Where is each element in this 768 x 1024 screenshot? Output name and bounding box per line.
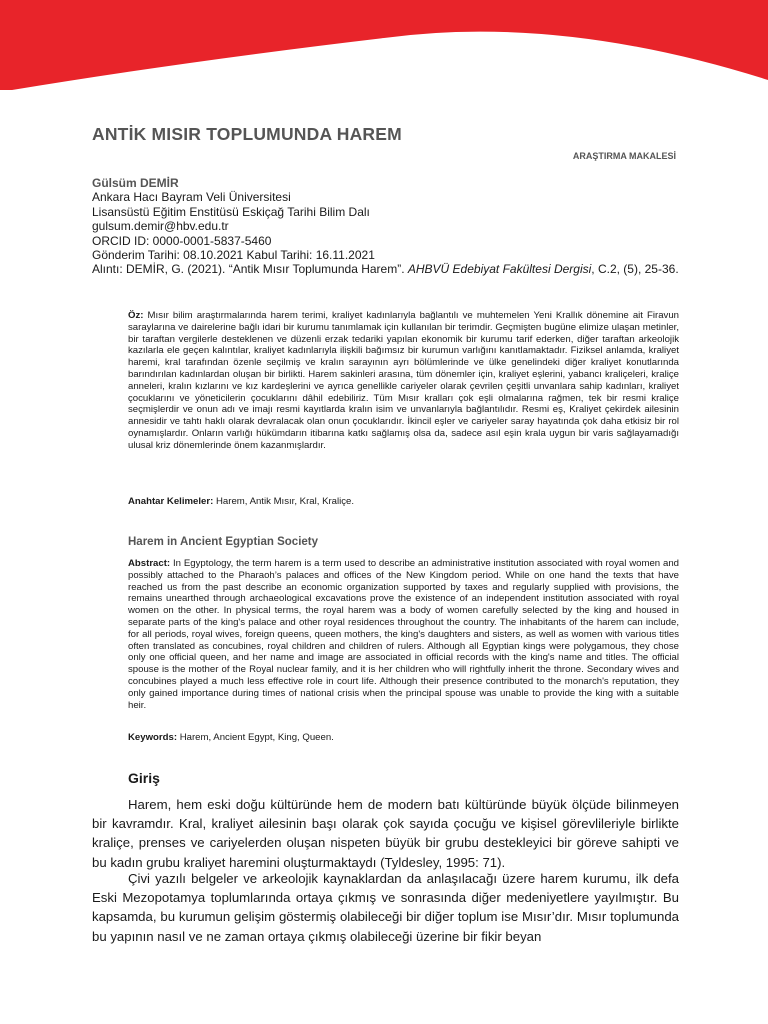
section-heading-intro: Giriş <box>128 770 160 786</box>
turkish-abstract-text: Mısır bilim araştırmalarında harem terimi, kraliyet kadınlarıyla bağlantılı ve muhtemelen Yeni Krallık dönemine ait Firavun saraylarına ve dairelerine bağlı idari bir kurumu tanımlamak için kullanılan bir terimdir. Geçmişten bugüne elimize ulaşan metinler, bir taraftan vergilerle desteklenen ve düzenli erzak tedariki yapılan ekonomik bir kurumu tarif ederken, diğer taraftan arkeolojik kazılarla ele geçen kalıntılar, kraliyet kadınlarıyla ilişkili bağımsız bir kurumun varlığını kanıtlamaktadır. Fiziksel anlamda, kraliyet haremi, kral tarafından özenle seçilmiş ve kralın sarayının ayrı bölümlerinde ve ülke genelindeki diğer kraliyet konutlarında barındırılan kadınlardan oluşan bir birlikti. Harem sakinleri arasına, tüm dönemler için, kraliyet eşlerini, yabancı kraliçeleri, kraliçe anneleri, kralın kızlarını ve kız kardeşlerini ve ayrıca genellikle cariyeler olarak çevrilen çeşitli unvanlara sahip kadınları, kraliyet çocuklarını ve yöneticilerin çocuklarını dâhil edebiliriz. Tüm Mısır kralları çok eşli olmalarına rağmen, tek bir resmi kraliçe seçmişlerdir ve onun adı ve imajı resmi kayıtlarda kralın isim ve unvanlarıyla bağlantılıdır. Resmi eş, Kraliyet çekirdek ailesinin annesidir ve tahtı haklı olarak devralacak olan onun çocuklarıdır. İkincil eşler ve cariyeler saray hayatında çok daha etkisiz bir rol oynamışlardır. Onların varlığı hükümdarın itibarına katkı sağlamış olsa da, sadece asıl eşin krala uygun bir varis sağlayamadığı ulusal kriz dönemlerinde önem kazanmışlardır. <box>128 310 680 451</box>
english-keywords-label: Keywords: <box>128 732 178 743</box>
citation-suffix: , C.2, (5), 25-36. <box>591 262 679 277</box>
author-orcid: ORCID ID: 0000-0001-5837-5460 <box>92 233 272 248</box>
author-name: Gülsüm DEMİR <box>92 176 179 190</box>
english-title: Harem in Ancient Egyptian Society <box>128 536 319 548</box>
english-abstract-text: In Egyptology, the term harem is a term used to describe an administrative institution associated with royal women and possibly attached to the Pharaoh’s palaces and offices of the New Kingdom period. While on one hand the texts that have reached us from the past describe an economic organization supported by taxes and regularly supplied with provisions, the remains unearthed through archaeological excavations prove the existence of an independent institution associated with royal women on the other. In physical terms, the royal harem was a body of women carefully selected by the king and housed in separate parts of the king's palace and other royal residences throughout the country. The inhabitants of the harem can include, for all periods, royal wives, foreign queens, queen mothers, the king's daughters and sisters, as well as women with various titles often translated as concubines, royal children and children of rulers. Although all Egyptian kings were polygamous, they chose only one official queen, and her name and image are associated in official records with the king's name and titles. The official spouse is the mother of the Royal nuclear family, and it is her children who will rightfully inherit the throne. Secondary wives and concubines played a much less effective role in court life. Although their presence contributed to the monarch's reputation, they only gained importance during times of national crisis when the principal spouse was unable to provide the king with a suitable heir. <box>128 558 679 711</box>
citation-journal: AHBVÜ Edebiyat Fakültesi Dergisi <box>407 262 592 277</box>
english-abstract <box>128 558 679 711</box>
turkish-abstract-label: Öz: <box>128 310 144 321</box>
article-type-label: ARAŞTIRMA MAKALESİ <box>572 151 676 161</box>
english-keywords-text: Harem, Ancient Egypt, King, Queen. <box>179 732 334 743</box>
citation <box>92 262 682 276</box>
submission-dates: Gönderim Tarihi: 08.10.2021 Kabul Tarihi: 16.11.2021 <box>92 248 375 263</box>
author-university: Ankara Hacı Bayram Veli Üniversitesi <box>92 190 291 205</box>
article-title: ANTİK MISIR TOPLUMUNDA HAREM <box>92 124 402 144</box>
english-abstract-label: Abstract: <box>128 558 171 569</box>
author-info <box>92 176 682 277</box>
paragraph-text: Çivi yazılı belgeler ve arkeolojik kaynaklardan da anlaşılacağı üzere harem kurumu, ilk defa Eski Mezopotamya toplumlarında ortaya çıkmış ve sonrasında diğer medeniyetlere yayılmıştır. Bu kapsamda, bu kurumun gelişim göstermiş olabileceği bir diğer toplum ise Mısır’dır. Mısır toplumunda bu yapının nasıl ve ne zaman ortaya çıkmış olabileceği üzerine bir fikir beyan <box>92 871 679 944</box>
header-banner <box>0 0 768 90</box>
english-keywords <box>128 732 679 744</box>
turkish-keywords <box>128 496 679 508</box>
author-institute: Lisansüstü Eğitim Enstitüsü Eskiçağ Tarihi Bilim Dalı <box>92 204 370 219</box>
body-paragraph <box>92 795 679 872</box>
citation-prefix: Alıntı: DEMİR, G. (2021). “Antik Mısır Toplumunda Harem”. <box>92 262 408 277</box>
author-email[interactable]: gulsum.demir@hbv.edu.tr <box>92 219 229 234</box>
turkish-keywords-label: Anahtar Kelimeler: <box>128 496 214 507</box>
turkish-abstract <box>128 310 679 452</box>
turkish-keywords-text: Harem, Antik Mısır, Kral, Kraliçe. <box>215 496 355 507</box>
body-paragraph <box>92 869 679 946</box>
paragraph-text: Harem, hem eski doğu kültüründe hem de modern batı kültüründe büyük ölçüde bilinmeyen bir kavramdır. Kral, kraliyet ailesinin başı olarak çok sayıda çocuğu ve kişisel görevlileriyle birlikte kraliçe, prenses ve cariyelerden oluşan nispeten büyük bir grubu destekleyici bir göreve sahipti ve bu kadın grubu kraliyet haremini oluşturmaktaydı (Tyldesley, 1995: 71). <box>92 797 679 870</box>
